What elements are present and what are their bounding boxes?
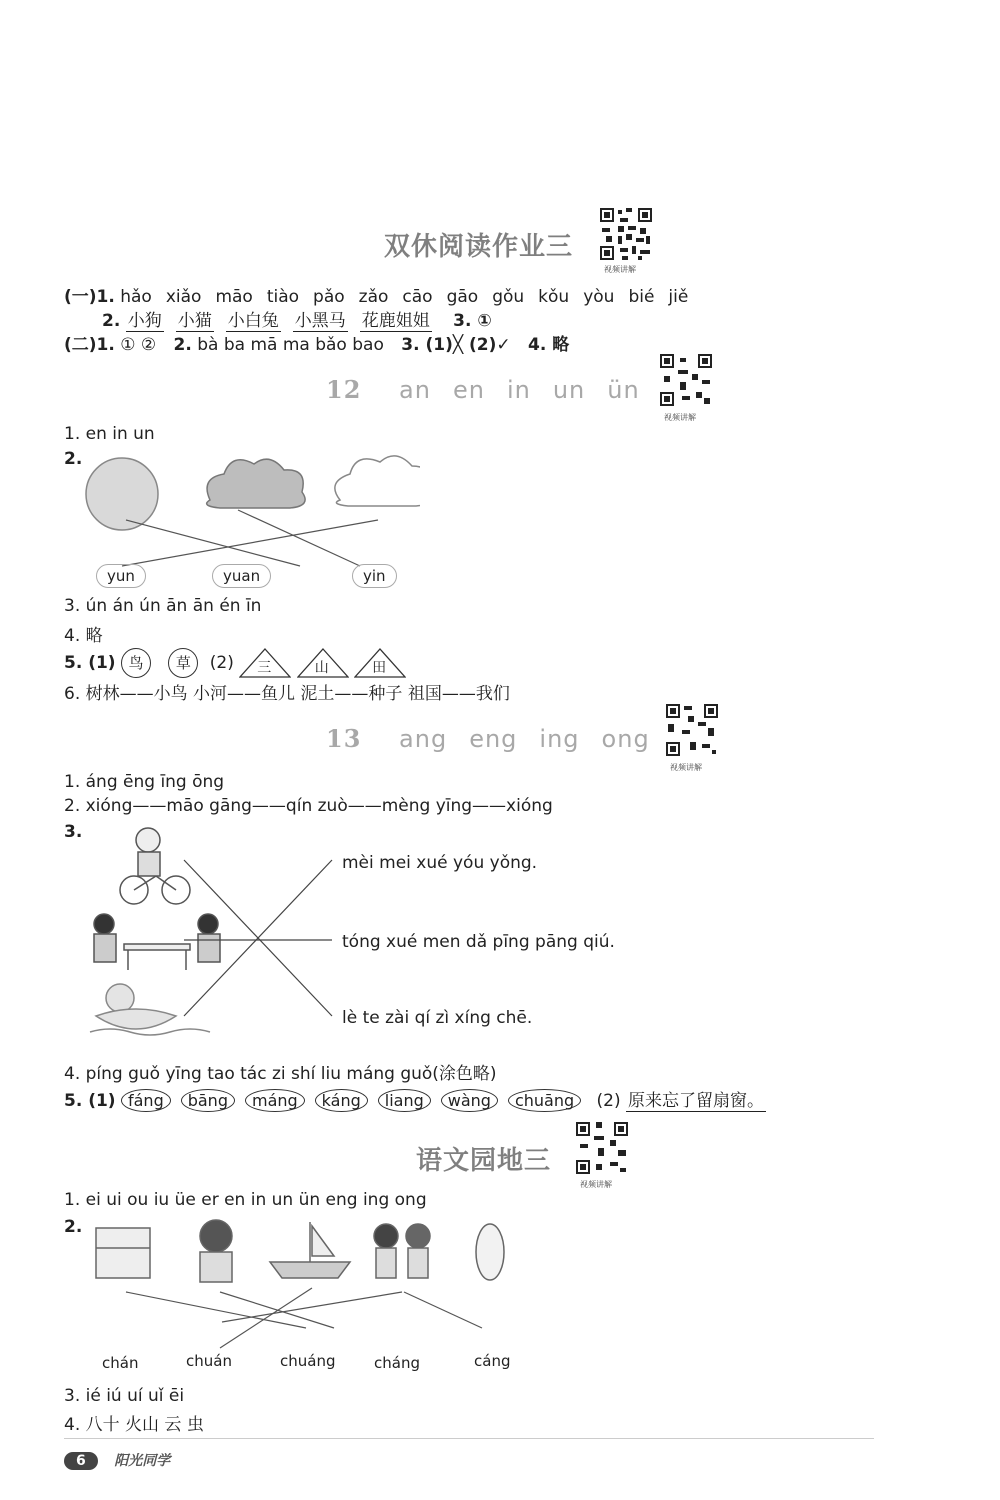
sentence: lè te zài qí zì xíng chē. xyxy=(342,1008,533,1028)
item-label: (一)1. xyxy=(64,287,115,307)
answer-row: 4. 八十 火山 云 虫 xyxy=(64,1415,204,1435)
item-label: 2. xyxy=(64,449,83,469)
pinyin-word: chán xyxy=(102,1354,139,1372)
answer-row: 3. ié iú uí uǐ ēi xyxy=(64,1386,185,1406)
syllable: en xyxy=(452,376,485,404)
pinyin-token: māo xyxy=(215,287,253,307)
lesson-heading xyxy=(326,375,651,404)
swimmer-picture xyxy=(90,984,210,1035)
bike-boy-picture xyxy=(120,828,190,904)
triangle-char xyxy=(354,648,406,678)
lesson-number: 12 xyxy=(326,375,362,404)
qr-caption: 视频讲解 xyxy=(604,265,636,274)
answer-row: 6. 树林——小鸟 小河——鱼儿 泥土——种子 祖国——我们 xyxy=(64,684,510,704)
underlined-answer: 原来忘了留扇窗。 xyxy=(628,1091,765,1111)
syllable: ang xyxy=(399,725,448,753)
triangle-label: 三 xyxy=(257,660,272,676)
triangle-char xyxy=(239,648,291,678)
item-label: 3. xyxy=(64,822,83,842)
item-answer: bà ba mā ma bǎo bao xyxy=(197,335,384,355)
lesson-syllables xyxy=(388,376,651,404)
answer-row xyxy=(64,648,406,678)
qr-code-icon[interactable] xyxy=(574,1120,630,1176)
pinyin-pill: yuan xyxy=(212,564,271,588)
item-label: 2. xyxy=(64,1217,83,1237)
oval-pinyin: liang xyxy=(378,1089,431,1112)
underlined-word: 花鹿姐姐 xyxy=(361,311,430,331)
triangle-label: 山 xyxy=(314,660,329,676)
section-title: 语文园地三 xyxy=(416,1146,552,1176)
item-answer: 4. 略 xyxy=(528,335,570,355)
ship-picture xyxy=(270,1222,350,1278)
pinyin-list xyxy=(120,287,702,307)
oval-pinyin: bāng xyxy=(181,1089,235,1112)
qr-code-icon[interactable] xyxy=(664,702,720,758)
footer xyxy=(64,1450,170,1470)
bed-picture xyxy=(96,1228,150,1278)
children-picture xyxy=(374,1224,430,1278)
syllable: ing xyxy=(539,725,580,753)
cloud-picture xyxy=(335,456,420,506)
underlined-words xyxy=(126,311,444,331)
item-label: (二)1. xyxy=(64,335,115,355)
qr-caption: 视频讲解 xyxy=(664,413,696,422)
pinyin-token: jiě xyxy=(668,287,689,307)
triangle-char xyxy=(297,648,349,678)
lesson-heading xyxy=(326,724,661,753)
item-label: (2) xyxy=(209,653,234,673)
brand-logo: 阳光同学 xyxy=(114,1453,171,1469)
sun-picture xyxy=(86,458,158,530)
answer-row: 2. xióng——māo gāng——qín zuò——mèng yīng——xióng xyxy=(64,796,553,816)
girl-picture xyxy=(200,1220,232,1282)
pinyin-token: zǎo xyxy=(358,287,389,307)
section-title: 双休阅读作业三 xyxy=(384,232,574,262)
pinyin-word: chuán xyxy=(186,1352,232,1370)
pinyin-token: tiào xyxy=(266,287,300,307)
lesson-syllables xyxy=(388,725,661,753)
triangle-label: 田 xyxy=(372,660,387,676)
answer-row xyxy=(64,1086,766,1112)
answer-row xyxy=(64,282,702,307)
qr-caption: 视频讲解 xyxy=(580,1180,612,1189)
pinyin-word: cáng xyxy=(474,1352,511,1370)
answer-row: 1. áng ēng īng ōng xyxy=(64,772,225,792)
answer-row xyxy=(64,330,569,355)
syllable: an xyxy=(399,376,431,404)
sentence: mèi mei xué yóu yǒng. xyxy=(342,853,538,873)
qr-code-icon[interactable] xyxy=(598,206,654,262)
syllable: ong xyxy=(601,725,650,753)
item-label: 5. (1) xyxy=(64,1091,116,1111)
answer-row xyxy=(102,306,492,331)
qr-caption: 视频讲解 xyxy=(670,763,702,772)
pinyin-word: cháng xyxy=(374,1354,420,1372)
sentence: tóng xué men dǎ pīng pāng qiú. xyxy=(342,932,615,952)
table-tennis-picture xyxy=(94,914,220,970)
oval-list xyxy=(121,1091,591,1111)
circled-char: 草 xyxy=(168,648,198,678)
qr-code-icon[interactable] xyxy=(658,352,714,408)
pinyin-token: hǎo xyxy=(120,287,152,307)
pinyin-pill: yin xyxy=(352,564,397,588)
underlined-word: 小狗 xyxy=(127,311,162,331)
answer-row: 3. ún án ún ān ān én īn xyxy=(64,596,262,616)
oval-pinyin: chuāng xyxy=(508,1089,581,1112)
pinyin-token: yòu xyxy=(583,287,615,307)
syllable: ün xyxy=(607,376,640,404)
answer-row: 4. 略 xyxy=(64,626,103,646)
item-label: 5. (1) xyxy=(64,653,116,673)
circled-char: 鸟 xyxy=(121,648,151,678)
dark-cloud-picture xyxy=(207,459,305,508)
pinyin-pill: yun xyxy=(96,564,146,588)
item-answer: 3. (1)╳ (2)✓ xyxy=(401,335,511,355)
syllable: in xyxy=(506,376,531,404)
underlined-word: 小黑马 xyxy=(294,311,346,331)
item-label: (2) xyxy=(596,1091,621,1111)
answer-row: 1. en in un xyxy=(64,424,155,444)
page-number: 6 xyxy=(64,1452,98,1470)
pinyin-word: chuáng xyxy=(280,1352,336,1370)
match-pictures xyxy=(90,1218,530,1358)
pinyin-token: gāo xyxy=(446,287,479,307)
pinyin-token: bié xyxy=(628,287,655,307)
pinyin-token: gǒu xyxy=(492,287,525,307)
item-label: 2. xyxy=(102,311,121,331)
footer-divider xyxy=(64,1438,874,1439)
syllable: un xyxy=(552,376,586,404)
cicada-picture xyxy=(476,1224,504,1280)
oval-pinyin: káng xyxy=(315,1089,368,1112)
lesson-number: 13 xyxy=(326,724,362,753)
item-answer: ① ② xyxy=(120,335,157,355)
answer-row: 4. píng guǒ yīng tao tác zi shí liu máng guǒ(涂色略) xyxy=(64,1064,497,1084)
oval-pinyin: máng xyxy=(245,1089,305,1112)
underlined-word: 小猫 xyxy=(177,311,212,331)
item-label: 2. xyxy=(173,335,192,355)
oval-pinyin: wàng xyxy=(441,1089,498,1112)
syllable: eng xyxy=(469,725,518,753)
item-answer: 3. ① xyxy=(453,311,492,331)
pinyin-token: kǒu xyxy=(538,287,570,307)
pinyin-token: pǎo xyxy=(313,287,345,307)
pinyin-token: xiǎo xyxy=(165,287,202,307)
underlined-word: 小白兔 xyxy=(227,311,279,331)
pinyin-token: cāo xyxy=(402,287,433,307)
oval-pinyin: fáng xyxy=(121,1089,171,1112)
answer-row: 1. ei ui ou iu üe er en in un ün eng ing ong xyxy=(64,1190,427,1210)
